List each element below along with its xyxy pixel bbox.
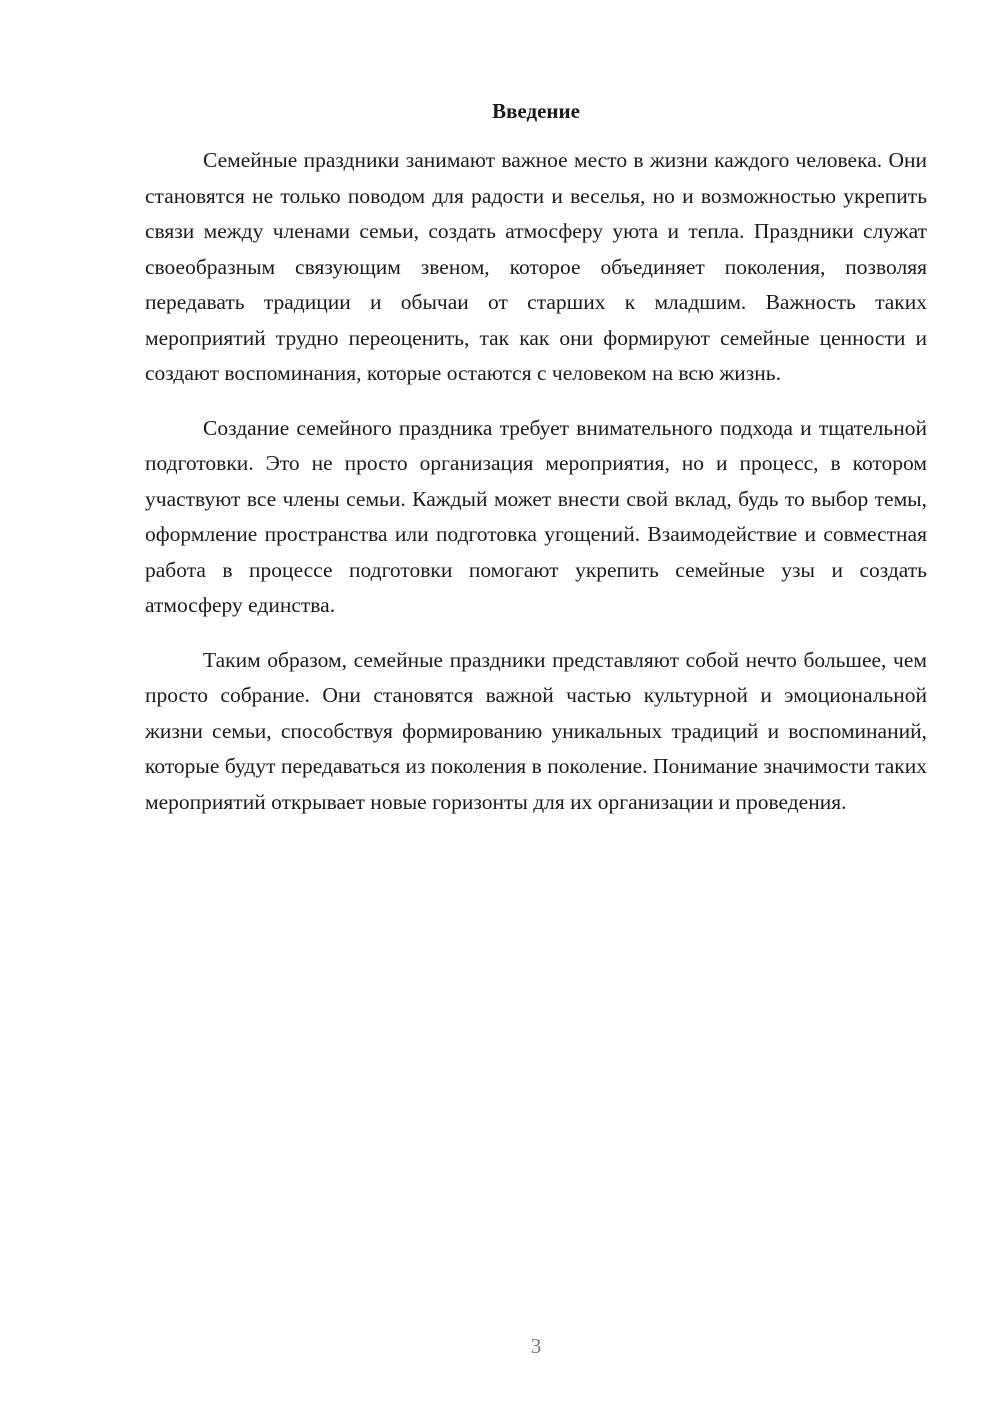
document-body	[145, 143, 927, 839]
page-title	[145, 96, 927, 126]
paragraph-1: Семейные праздники занимают важное место в жизни каждого человека. Они становятся не только поводом для радости и веселья, но и возможностью укрепить связи между членами семьи, создать атмосферу уюта и тепла. Праздники служат своеобразным связующим звеном, которое объединяет поколения, позволяя передавать традиции и обычаи от старших к младшим. Важность таких мероприятий трудно переоценить, так как они формируют семейные ценности и создают воспоминания, которые остаются с человеком на всю жизнь.	[145, 148, 927, 385]
paragraph-3: Таким образом, семейные праздники представляют собой нечто большее, чем просто собрание. Они становятся важной частью культурной и эмоциональной жизни семьи, способствуя формированию уникальных традиций и воспоминаний, которые будут передаваться из поколения в поколение. Понимание значимости таких мероприятий открывает новые горизонты для их организации и проведения.	[145, 647, 927, 814]
paragraph-2: Создание семейного праздника требует внимательного подхода и тщательной подготовки. Это не просто организация мероприятия, но и процесс, в котором участвуют все члены семьи. Каждый может внести свой вклад, будь то выбор темы, оформление пространства или подготовка угощений. Взаимодействие и совместная работа в процессе подготовки помогают укрепить семейные узы и создать атмосферу единства.	[145, 415, 927, 617]
page-number: 3	[530, 1334, 542, 1358]
heading-text: Введение	[492, 99, 580, 123]
